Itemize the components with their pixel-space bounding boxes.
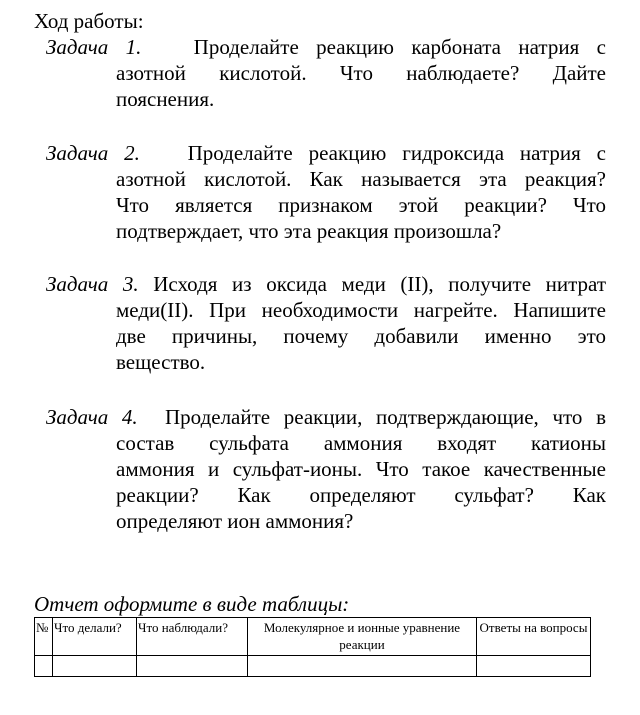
- column-header-number: №: [35, 618, 53, 656]
- task-4: [46, 404, 606, 534]
- report-header-row: [35, 618, 591, 656]
- task-1: [46, 34, 606, 112]
- table-cell: [137, 656, 248, 677]
- task-2: [46, 140, 606, 244]
- task-3-text-1: Исходя из оксида меди (II), получите нитрат: [153, 272, 607, 296]
- task-3-label: Задача 3.: [46, 272, 139, 296]
- task-4-text-1: Проделайте реакции, подтверждающие, что в: [165, 405, 607, 429]
- column-header-what-observed: Что наблюдали?: [137, 618, 248, 656]
- report-title: Отчет оформите в виде таблицы:: [34, 592, 350, 616]
- task-4-line-3: аммония и сульфат-ионы. Что такое качественные: [116, 457, 606, 481]
- column-header-answers: Ответы на вопросы: [477, 618, 591, 656]
- task-3-line-2: меди(II). При необходимости нагрейте. Напишите: [116, 298, 606, 322]
- table-row: [35, 656, 591, 677]
- task-4-line-1: [46, 404, 606, 430]
- task-2-line-4: подтверждает, что эта реакция произошла?: [116, 219, 502, 243]
- task-3-line-3: две причины, почему добавили именно это: [116, 324, 606, 348]
- task-4-line-5: определяют ион аммония?: [116, 509, 354, 533]
- task-2-label: Задача 2.: [46, 141, 140, 165]
- task-2-line-1: [46, 140, 606, 166]
- task-2-text-1: Проделайте реакцию гидроксида натрия с: [187, 141, 606, 165]
- task-1-line-3: пояснения.: [116, 87, 215, 111]
- section-heading: Ход работы:: [34, 9, 144, 33]
- task-2-line-3: Что является признаком этой реакции? Что: [116, 193, 606, 217]
- table-cell: [35, 656, 53, 677]
- column-header-what-did: Что делали?: [53, 618, 137, 656]
- table-cell: [248, 656, 477, 677]
- table-cell: [477, 656, 591, 677]
- table-cell: [53, 656, 137, 677]
- task-1-text-1: Проделайте реакцию карбоната натрия с: [193, 35, 606, 59]
- task-3-line-1: [46, 271, 606, 297]
- report-table: [34, 617, 591, 677]
- task-1-label: Задача 1.: [46, 35, 142, 59]
- task-2-line-2: азотной кислотой. Как называется эта реакция?: [116, 167, 606, 191]
- task-4-label: Задача 4.: [46, 405, 138, 429]
- task-4-line-2: состав сульфата аммония входят катионы: [116, 431, 606, 455]
- column-header-equations: Молекулярное и ионные уравнение реакции: [248, 618, 477, 656]
- task-3-line-4: вещество.: [116, 350, 206, 374]
- task-3: [46, 271, 606, 375]
- task-4-line-4: реакции? Как определяют сульфат? Как: [116, 483, 606, 507]
- task-1-line-2: азотной кислотой. Что наблюдаете? Дайте: [116, 61, 606, 85]
- task-1-line-1: [46, 34, 606, 60]
